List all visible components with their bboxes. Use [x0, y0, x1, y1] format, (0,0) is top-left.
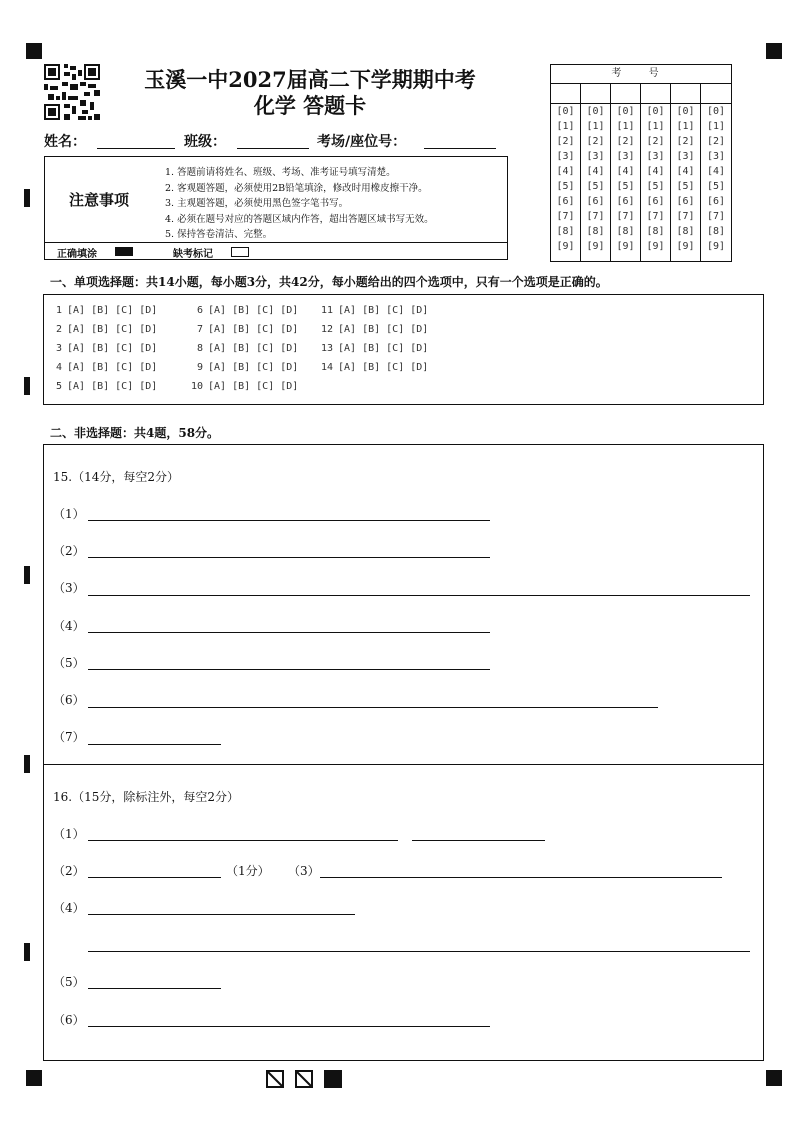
exam-digit-bubble[interactable]: [0]: [556, 106, 575, 117]
exam-digit-bubble[interactable]: [8]: [676, 226, 695, 237]
choice-question-6[interactable]: [187, 305, 298, 316]
q16-part-label: （6）: [53, 1013, 85, 1027]
q15-part-label: （5）: [53, 656, 85, 670]
name-field[interactable]: [97, 148, 175, 149]
exam-digit-bubble[interactable]: [3]: [556, 151, 575, 162]
exam-digit-bubble[interactable]: [2]: [676, 136, 695, 147]
answer-options[interactable]: [A] [B] [C] [D]: [208, 305, 299, 316]
timing-mark: [24, 566, 30, 584]
exam-digit-bubble[interactable]: [3]: [586, 151, 605, 162]
exam-number-heading: 考 号: [551, 65, 731, 84]
absent-mark-box[interactable]: [231, 247, 249, 257]
exam-digit-bubble[interactable]: [8]: [706, 226, 726, 237]
exam-number-write-cell[interactable]: [641, 83, 670, 104]
exam-digit-bubble[interactable]: [8]: [586, 226, 605, 237]
exam-digit-bubble[interactable]: [4]: [706, 166, 726, 177]
question-number: 10: [190, 381, 203, 392]
exam-digit-bubble[interactable]: [0]: [616, 106, 635, 117]
q15-answer-line-5[interactable]: [88, 669, 490, 670]
timing-mark: [24, 189, 30, 207]
open-answer-box: [43, 444, 764, 1061]
q15-answer-line-1[interactable]: [88, 520, 490, 521]
exam-digit-bubble[interactable]: [9]: [616, 241, 635, 252]
q15-part-label: （7）: [53, 730, 85, 744]
exam-digit-bubble[interactable]: [7]: [646, 211, 665, 222]
sheet-title: 玉溪一中2027届高二下学期期中考: [144, 67, 476, 92]
exam-digit-bubble[interactable]: [7]: [586, 211, 605, 222]
answer-options[interactable]: [A] [B] [C] [D]: [67, 343, 158, 354]
exam-number-write-cell[interactable]: [701, 83, 731, 104]
answer-options[interactable]: [A] [B] [C] [D]: [208, 324, 299, 335]
corner-mark-bottom-right: [766, 1070, 782, 1086]
answer-options[interactable]: [A] [B] [C] [D]: [67, 324, 158, 335]
exam-number-column: [551, 83, 581, 261]
choice-question-4[interactable]: [54, 362, 157, 373]
choice-question-10[interactable]: [187, 381, 298, 392]
exam-digit-bubble[interactable]: [6]: [616, 196, 635, 207]
question-number: 14: [320, 362, 333, 373]
timing-mark: [24, 943, 30, 961]
exam-number-write-cell[interactable]: [671, 83, 700, 104]
exam-digit-bubble[interactable]: [9]: [586, 241, 605, 252]
notice-box: [44, 156, 508, 260]
notice-item: 4. 必须在题号对应的答题区域内作答，超出答题区域书写无效。: [165, 213, 434, 225]
choice-question-7[interactable]: [187, 324, 298, 335]
exam-digit-bubble[interactable]: [3]: [646, 151, 665, 162]
question-number: 8: [196, 343, 203, 354]
exam-digit-bubble[interactable]: [6]: [676, 196, 695, 207]
exam-digit-bubble[interactable]: [8]: [616, 226, 635, 237]
q15-answer-line-6[interactable]: [88, 707, 658, 708]
q16-answer-line-3[interactable]: [320, 877, 722, 878]
seat-label: 考场/座位号：: [317, 134, 407, 150]
exam-number-write-cell[interactable]: [581, 83, 610, 104]
section2-title: 二、非选择题：共4题，58分。: [50, 426, 220, 440]
choice-question-11[interactable]: [317, 305, 428, 316]
question-number: 3: [55, 343, 62, 354]
exam-digit-bubble[interactable]: [0]: [706, 106, 726, 117]
choice-question-13[interactable]: [317, 343, 428, 354]
notice-item: 3. 主观题答题，必须使用黑色签字笔书写。: [165, 198, 349, 209]
answer-options[interactable]: [A] [B] [C] [D]: [67, 362, 158, 373]
exam-digit-bubble[interactable]: [6]: [646, 196, 665, 207]
fill-legend: [45, 242, 507, 261]
exam-number-column: [671, 83, 701, 261]
exam-digit-bubble[interactable]: [0]: [586, 106, 605, 117]
exam-digit-bubble[interactable]: [0]: [646, 106, 665, 117]
q16-one-point-note: （1分）: [226, 864, 270, 878]
exam-digit-bubble[interactable]: [8]: [646, 226, 665, 237]
sheet-subtitle: 化学 答题卡: [253, 93, 367, 118]
q16-part-label: （1）: [53, 827, 85, 841]
exam-digit-bubble[interactable]: [4]: [556, 166, 575, 177]
exam-digit-bubble[interactable]: [5]: [646, 181, 665, 192]
q16-part-label: （5）: [53, 975, 85, 989]
answer-options[interactable]: [A] [B] [C] [D]: [67, 305, 158, 316]
corner-mark-top-left: [26, 43, 42, 59]
multiple-choice-box: [43, 294, 764, 405]
exam-digit-bubble[interactable]: [4]: [586, 166, 605, 177]
question-number: 11: [320, 305, 333, 316]
correct-fill-sample: [115, 247, 133, 256]
class-field[interactable]: [237, 148, 309, 149]
choice-question-9[interactable]: [187, 362, 298, 373]
notice-heading: 注意事项: [68, 191, 129, 209]
exam-number-grid: [550, 64, 732, 262]
answer-options[interactable]: [A] [B] [C] [D]: [338, 362, 429, 373]
exam-number-column: [701, 83, 731, 261]
choice-question-14[interactable]: [317, 362, 428, 373]
exam-number-column: [641, 83, 671, 261]
exam-digit-bubble[interactable]: [4]: [676, 166, 695, 177]
exam-digit-bubble[interactable]: [3]: [616, 151, 635, 162]
question-number: 1: [55, 305, 62, 316]
q16-answer-line-5[interactable]: [88, 988, 221, 989]
choice-question-1[interactable]: [54, 305, 157, 316]
page-marker-hatched-icon: [266, 1070, 284, 1088]
q15-part-label: （3）: [53, 581, 85, 595]
exam-digit-bubble[interactable]: [7]: [556, 211, 575, 222]
notice-items: [165, 165, 434, 243]
exam-digit-bubble[interactable]: [5]: [616, 181, 635, 192]
answer-options[interactable]: [A] [B] [C] [D]: [208, 343, 299, 354]
page-marker-solid: [324, 1070, 342, 1088]
exam-digit-bubble[interactable]: [2]: [706, 136, 726, 147]
q15-answer-line-7[interactable]: [88, 744, 221, 745]
exam-digit-bubble[interactable]: [7]: [706, 211, 726, 222]
qr-code-icon: [44, 64, 100, 120]
exam-digit-bubble[interactable]: [0]: [676, 106, 695, 117]
absent-label: 缺考标记: [173, 249, 213, 260]
timing-mark: [24, 755, 30, 773]
exam-digit-bubble[interactable]: [6]: [706, 196, 726, 207]
q16-part-label: （3）: [288, 864, 320, 878]
exam-digit-bubble[interactable]: [9]: [706, 241, 726, 252]
notice-item: 5. 保持答卷清洁、完整。: [165, 229, 273, 240]
answer-options[interactable]: [A] [B] [C] [D]: [338, 324, 429, 335]
exam-digit-bubble[interactable]: [7]: [676, 211, 695, 222]
answer-options[interactable]: [A] [B] [C] [D]: [208, 362, 299, 373]
exam-digit-bubble[interactable]: [5]: [676, 181, 695, 192]
q15-part-label: （2）: [53, 544, 85, 558]
seat-field[interactable]: [424, 148, 496, 149]
question-number: 5: [55, 381, 62, 392]
exam-digit-bubble[interactable]: [1]: [646, 121, 665, 132]
exam-digit-bubble[interactable]: [6]: [586, 196, 605, 207]
answer-options[interactable]: [A] [B] [C] [D]: [338, 305, 429, 316]
q16-answer-line-1b[interactable]: [412, 840, 545, 841]
question-number: 12: [320, 324, 333, 335]
question-number: 4: [55, 362, 62, 373]
q15-part-label: （4）: [53, 619, 85, 633]
exam-digit-bubble[interactable]: [1]: [616, 121, 635, 132]
section1-title: 一、单项选择题：共14小题，每小题3分，共42分，每小题给出的四个选项中，只有一个选项是正确的。: [50, 275, 608, 289]
corner-mark-bottom-left: [26, 1070, 42, 1086]
q16-answer-line-6[interactable]: [88, 1026, 490, 1027]
exam-digit-bubble[interactable]: [1]: [586, 121, 605, 132]
exam-digit-bubble[interactable]: [5]: [706, 181, 726, 192]
q15-answer-line-4[interactable]: [88, 632, 490, 633]
exam-digit-bubble[interactable]: [2]: [556, 136, 575, 147]
exam-number-write-cell[interactable]: [611, 83, 640, 104]
choice-question-5[interactable]: [54, 381, 157, 392]
exam-digit-bubble[interactable]: [7]: [616, 211, 635, 222]
exam-digit-bubble[interactable]: [1]: [676, 121, 695, 132]
q15-answer-line-2[interactable]: [88, 557, 490, 558]
timing-mark: [24, 377, 30, 395]
exam-number-column: [581, 83, 611, 261]
exam-digit-bubble[interactable]: [3]: [676, 151, 695, 162]
answer-options[interactable]: [A] [B] [C] [D]: [67, 381, 158, 392]
q16-answer-line-1a[interactable]: [88, 840, 398, 841]
exam-digit-bubble[interactable]: [4]: [616, 166, 635, 177]
exam-digit-bubble[interactable]: [1]: [556, 121, 575, 132]
choice-question-12[interactable]: [317, 324, 428, 335]
q16-answer-line-4a[interactable]: [88, 914, 355, 915]
q16-answer-line-2[interactable]: [88, 877, 221, 878]
q16-part-label: （4）: [53, 901, 85, 915]
question-number: 6: [196, 305, 203, 316]
question-number: 7: [196, 324, 203, 335]
q15-part-label: （6）: [53, 693, 85, 707]
exam-number-column: [611, 83, 641, 261]
exam-digit-bubble[interactable]: [9]: [646, 241, 665, 252]
exam-digit-bubble[interactable]: [8]: [556, 226, 575, 237]
choice-question-2[interactable]: [54, 324, 157, 335]
exam-digit-bubble[interactable]: [2]: [646, 136, 665, 147]
question-divider: [44, 764, 763, 765]
correct-fill-label: 正确填涂: [57, 249, 97, 260]
question-number: 13: [320, 343, 333, 354]
exam-digit-bubble[interactable]: [6]: [556, 196, 575, 207]
exam-digit-bubble[interactable]: [4]: [646, 166, 665, 177]
page-marker-hatched-icon: [295, 1070, 313, 1088]
exam-digit-bubble[interactable]: [1]: [706, 121, 726, 132]
q15-heading: 15.（14分，每空2分）: [53, 470, 179, 484]
question-number: 9: [196, 362, 203, 373]
exam-digit-bubble[interactable]: [2]: [586, 136, 605, 147]
answer-options[interactable]: [A] [B] [C] [D]: [338, 343, 429, 354]
notice-item: 2. 客观题答题，必须使用2B铅笔填涂，修改时用橡皮擦干净。: [165, 182, 428, 194]
q16-answer-line-4b[interactable]: [88, 951, 750, 952]
name-label: 姓名：: [44, 134, 86, 150]
q15-part-label: （1）: [53, 507, 85, 521]
corner-mark-top-right: [766, 43, 782, 59]
q16-part-label: （2）: [53, 864, 85, 878]
exam-digit-bubble[interactable]: [5]: [586, 181, 605, 192]
exam-digit-bubble[interactable]: [9]: [676, 241, 695, 252]
class-label: 班级：: [184, 134, 226, 150]
choice-question-8[interactable]: [187, 343, 298, 354]
choice-question-3[interactable]: [54, 343, 157, 354]
exam-digit-bubble[interactable]: [9]: [556, 241, 575, 252]
exam-digit-bubble[interactable]: [2]: [616, 136, 635, 147]
exam-number-write-cell[interactable]: [551, 83, 580, 104]
exam-digit-bubble[interactable]: [5]: [556, 181, 575, 192]
question-number: 2: [55, 324, 62, 335]
notice-item: 1. 答题前请将姓名、班级、考场、准考证号填写清楚。: [165, 167, 396, 178]
answer-options[interactable]: [A] [B] [C] [D]: [208, 381, 299, 392]
q16-heading: 16.（15分，除标注外，每空2分）: [53, 790, 239, 804]
q15-answer-line-3[interactable]: [88, 595, 750, 596]
exam-digit-bubble[interactable]: [3]: [706, 151, 726, 162]
